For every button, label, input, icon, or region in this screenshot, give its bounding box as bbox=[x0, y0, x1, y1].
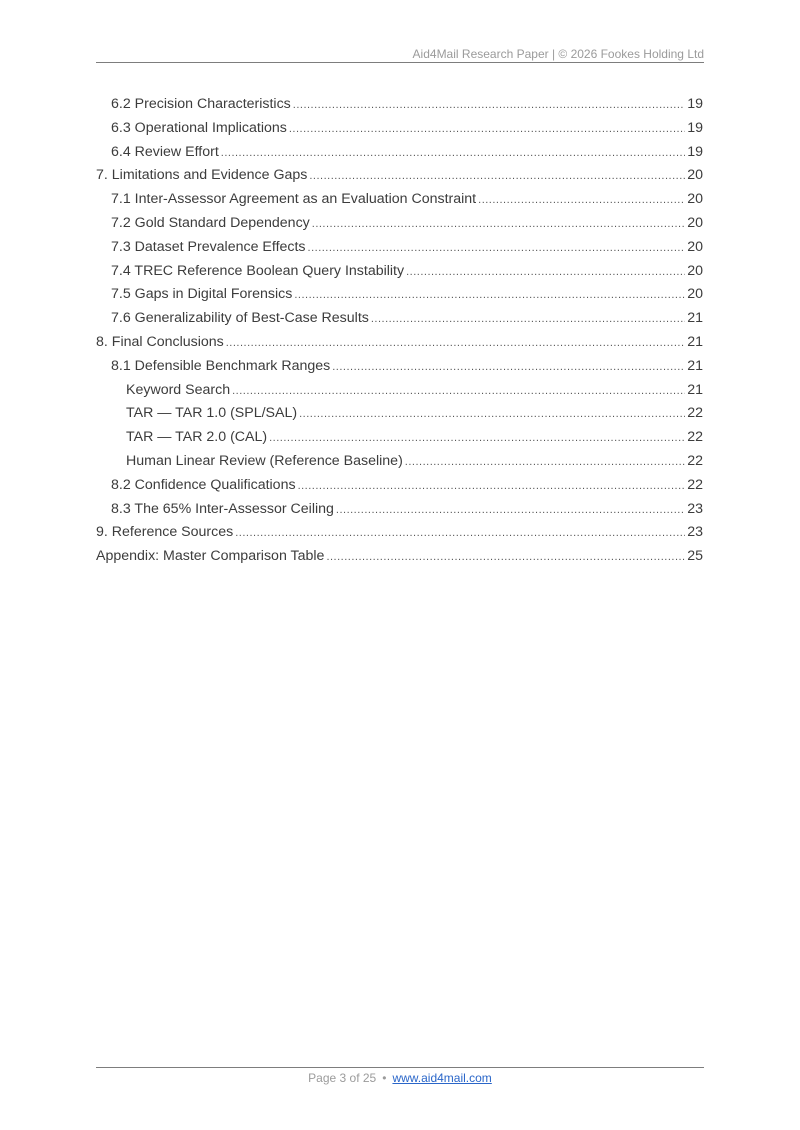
toc-entry-page[interactable]: 23 bbox=[687, 500, 703, 517]
toc-entry-title[interactable]: 7.2 Gold Standard Dependency bbox=[111, 214, 310, 231]
toc-entry-title[interactable]: 8.3 The 65% Inter-Assessor Ceiling bbox=[111, 500, 334, 517]
toc-entry[interactable] bbox=[96, 307, 703, 331]
toc-dot-leader bbox=[308, 237, 686, 261]
toc-entry-page[interactable]: 20 bbox=[687, 167, 703, 184]
toc-dot-leader bbox=[235, 522, 685, 546]
toc-dot-leader bbox=[332, 356, 685, 380]
toc-entry-title[interactable]: 6.3 Operational Implications bbox=[111, 119, 287, 136]
toc-entry-title[interactable]: TAR — TAR 1.0 (SPL/SAL) bbox=[126, 405, 298, 422]
toc-entry-page[interactable]: 20 bbox=[687, 286, 703, 303]
page-footer bbox=[96, 1067, 704, 1086]
toc-entry[interactable] bbox=[96, 474, 703, 498]
toc-dot-leader bbox=[294, 284, 685, 308]
toc-entry-page[interactable]: 21 bbox=[687, 381, 703, 398]
toc-entry-title[interactable]: 6.2 Precision Characteristics bbox=[111, 96, 291, 112]
toc-entry-page[interactable]: 20 bbox=[687, 214, 703, 231]
toc-entry-title[interactable]: 8. Final Conclusions bbox=[96, 333, 224, 350]
toc-dot-leader bbox=[405, 451, 685, 475]
toc-entry-title[interactable]: Appendix: Master Comparison Table bbox=[96, 548, 325, 565]
toc-entry-page[interactable]: 19 bbox=[687, 143, 703, 160]
toc-entry[interactable] bbox=[96, 521, 703, 545]
toc-entry-page[interactable]: 22 bbox=[687, 476, 703, 493]
toc-dot-leader bbox=[226, 332, 685, 356]
toc-entry-page[interactable]: 22 bbox=[687, 405, 703, 422]
page-header bbox=[96, 46, 704, 63]
toc-entry-page[interactable]: 21 bbox=[687, 357, 703, 374]
toc-entry-page[interactable]: 20 bbox=[687, 262, 703, 279]
toc-dot-leader bbox=[326, 546, 685, 570]
toc-dot-leader bbox=[298, 475, 686, 499]
toc-entry[interactable] bbox=[96, 164, 703, 188]
toc-dot-leader bbox=[232, 380, 685, 404]
toc-entry-title[interactable]: 7.3 Dataset Prevalence Effects bbox=[111, 238, 306, 255]
toc-dot-leader bbox=[312, 213, 685, 237]
toc-entry[interactable] bbox=[96, 545, 703, 569]
toc-dot-leader bbox=[221, 142, 685, 166]
toc-dot-leader bbox=[289, 118, 685, 142]
table-of-contents bbox=[96, 93, 703, 569]
toc-entry-page[interactable]: 22 bbox=[687, 429, 703, 446]
toc-entry[interactable] bbox=[96, 450, 703, 474]
toc-entry[interactable] bbox=[96, 260, 703, 284]
page-number: Page 3 of 25 bbox=[308, 1071, 377, 1085]
toc-dot-leader bbox=[269, 427, 685, 451]
header-text: Aid4Mail Research Paper | © 2026 Fookes Holding Ltd bbox=[412, 47, 704, 61]
toc-entry-title[interactable]: 7.1 Inter-Assessor Agreement as an Evaluation Constraint bbox=[111, 191, 477, 208]
toc-dot-leader bbox=[478, 189, 685, 213]
website-link[interactable]: www.aid4mail.com bbox=[392, 1071, 492, 1085]
toc-entry[interactable] bbox=[96, 331, 703, 355]
toc-entry[interactable] bbox=[96, 379, 703, 403]
toc-dot-leader bbox=[293, 94, 685, 118]
toc-entry-title[interactable]: 7.6 Generalizability of Best-Case Results bbox=[111, 310, 369, 327]
toc-entry[interactable] bbox=[96, 355, 703, 379]
toc-entry[interactable] bbox=[96, 402, 703, 426]
toc-entry-title[interactable]: 7.5 Gaps in Digital Forensics bbox=[111, 286, 293, 303]
toc-entry-page[interactable]: 19 bbox=[687, 119, 703, 136]
toc-entry-page[interactable]: 19 bbox=[687, 96, 703, 112]
toc-entry-page[interactable]: 21 bbox=[687, 310, 703, 327]
toc-entry-title[interactable]: 7.4 TREC Reference Boolean Query Instability bbox=[111, 262, 405, 279]
toc-entry-title[interactable]: Human Linear Review (Reference Baseline) bbox=[126, 452, 403, 469]
toc-entry-title[interactable]: TAR — TAR 2.0 (CAL) bbox=[126, 429, 268, 446]
toc-entry[interactable] bbox=[96, 141, 703, 165]
toc-entry-page[interactable]: 22 bbox=[687, 452, 703, 469]
toc-dot-leader bbox=[336, 499, 685, 523]
toc-entry-page[interactable]: 21 bbox=[687, 333, 703, 350]
toc-entry[interactable] bbox=[96, 426, 703, 450]
toc-entry-title[interactable]: 9. Reference Sources bbox=[96, 524, 234, 541]
toc-entry[interactable] bbox=[96, 117, 703, 141]
toc-entry[interactable] bbox=[96, 283, 703, 307]
toc-entry-page[interactable]: 25 bbox=[687, 548, 703, 565]
toc-entry-page[interactable]: 20 bbox=[687, 191, 703, 208]
toc-dot-leader bbox=[299, 403, 685, 427]
toc-entry[interactable] bbox=[96, 236, 703, 260]
toc-entry-title[interactable]: 6.4 Review Effort bbox=[111, 143, 219, 160]
toc-entry-page[interactable]: 23 bbox=[687, 524, 703, 541]
toc-entry-title[interactable]: 8.1 Defensible Benchmark Ranges bbox=[111, 357, 331, 374]
footer-separator: • bbox=[382, 1071, 387, 1085]
toc-dot-leader bbox=[406, 261, 685, 285]
toc-dot-leader bbox=[309, 165, 685, 189]
toc-entry-title[interactable]: 7. Limitations and Evidence Gaps bbox=[96, 167, 308, 184]
toc-entry[interactable] bbox=[96, 93, 703, 117]
toc-entry[interactable] bbox=[96, 212, 703, 236]
toc-entry[interactable] bbox=[96, 498, 703, 522]
toc-entry-title[interactable]: Keyword Search bbox=[126, 381, 231, 398]
toc-entry-page[interactable]: 20 bbox=[687, 238, 703, 255]
toc-entry-title[interactable]: 8.2 Confidence Qualifications bbox=[111, 476, 296, 493]
toc-dot-leader bbox=[371, 308, 685, 332]
toc-entry[interactable] bbox=[96, 188, 703, 212]
